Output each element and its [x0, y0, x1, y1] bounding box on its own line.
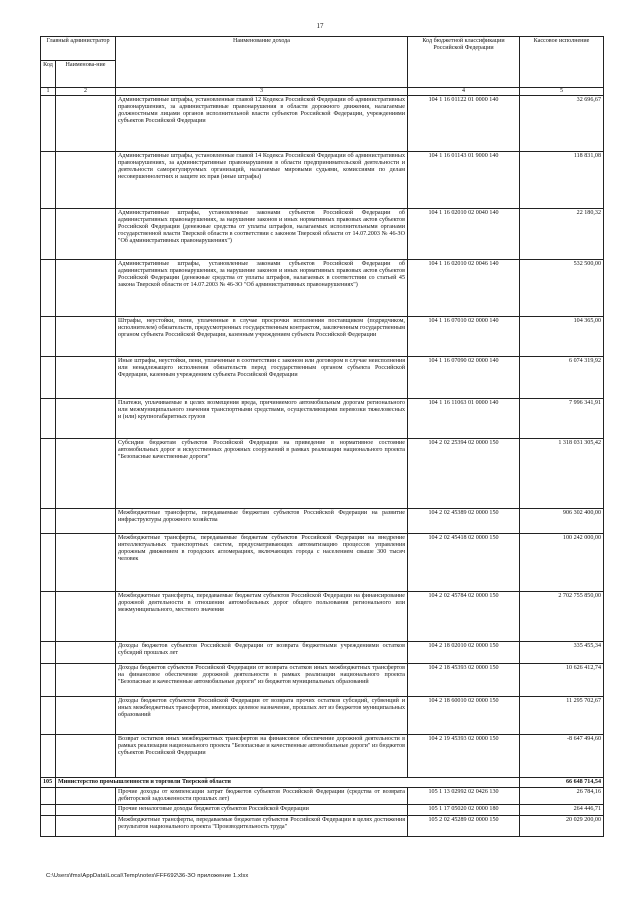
table-row	[41, 592, 604, 642]
header-revenue-name: Наименование дохода	[116, 37, 408, 88]
admin-name-cell	[56, 697, 116, 735]
revenue-description: Прочие доходы от компенсации затрат бюджетов субъектов Российской Федерации (средства от возврата дебиторской задолженности прошлых лет)	[116, 788, 408, 805]
admin-name-cell	[56, 439, 116, 509]
kbk-code: 104 1 16 01122 01 0000 140	[408, 96, 520, 152]
cash-amount: 104 365,00	[520, 317, 604, 357]
revenue-table	[40, 36, 604, 837]
admin-name-cell	[56, 816, 116, 837]
admin-code-cell	[41, 642, 56, 664]
cash-amount: 264 446,71	[520, 805, 604, 816]
table-row	[41, 209, 604, 260]
admin-total: 66 648 714,54	[520, 778, 604, 788]
kbk-code: 104 2 02 25394 02 0000 150	[408, 439, 520, 509]
admin-name-cell	[56, 317, 116, 357]
table-row	[41, 697, 604, 735]
cash-amount: -8 647 494,60	[520, 735, 604, 778]
cash-amount: 2 702 755 850,00	[520, 592, 604, 642]
revenue-description: Платежи, уплачиваемые в целях возмещения вреда, причиняемого автомобильным дорогам регионального или межмуниципального значения транспортными средствами, осуществляющими перевозки тяжеловесных и (или) крупногабаритных грузов	[116, 399, 408, 439]
admin-name-cell	[56, 735, 116, 778]
table-row	[41, 152, 604, 209]
kbk-code: 105 2 02 45289 02 0000 150	[408, 816, 520, 837]
revenue-description: Административные штрафы, установленные законами субъектов Российской Федерации об административных правонарушениях, за нарушение законов и иных нормативных правовых актов субъектов Российской Федерации (денежные средства от уплаты штрафов, налагаемых в соответствии со статьей 45 закона Тверской области от 14.07.2003 № 46-ЗО "Об административных правонарушениях")	[116, 260, 408, 317]
cash-amount: 335 455,34	[520, 642, 604, 664]
admin-code-cell	[41, 697, 56, 735]
revenue-description: Межбюджетные трансферты, передаваемые бюджетам субъектов Российской Федерации на финансирование дорожной деятельности в отношении автомобильных дорог общего пользования регионального или межмуниципального, местного значения	[116, 592, 408, 642]
revenue-description: Доходы бюджетов субъектов Российской Федерации от возврата остатков иных межбюджетных трансфертов на финансовое обеспечение дорожной деятельности в рамках реализации национального проекта "Безопасные и качественные автомобильные дороги" из бюджетов муниципальных образований	[116, 664, 408, 697]
file-path-footer: C:\Users\fms\AppData\Local\Temp\notes\FFF692\36-ЗО приложение 1.xlsx	[46, 873, 249, 879]
cash-amount: 6 074 319,92	[520, 357, 604, 399]
admin-code-cell	[41, 816, 56, 837]
revenue-description: Межбюджетные трансферты, передаваемые бюджетам субъектов Российской Федерации на внедрение интеллектуальных транспортных систем, предусматривающих автоматизацию процессов управления дорожным движением в городских агломерациях, включающих города с населением свыше 300 тысяч человек	[116, 534, 408, 592]
revenue-description: Доходы бюджетов субъектов Российской Федерации от возврата бюджетными учреждениями остатков субсидий прошлых лет	[116, 642, 408, 664]
table-row	[41, 260, 604, 317]
admin-name-cell	[56, 357, 116, 399]
admin-code-cell	[41, 664, 56, 697]
admin-code-cell	[41, 509, 56, 534]
header-code: Код	[41, 61, 56, 88]
admin-code-cell	[41, 788, 56, 805]
kbk-code: 104 2 18 02010 02 0000 150	[408, 642, 520, 664]
admin-name-cell	[56, 260, 116, 317]
admin-code-cell	[41, 209, 56, 260]
revenue-description: Межбюджетные трансферты, передаваемые бюджетам субъектов Российской Федерации в целях достижения результатов национального проекта "Производительность труда"	[116, 816, 408, 837]
kbk-code: 104 1 16 07010 02 0000 140	[408, 317, 520, 357]
revenue-description: Иные штрафы, неустойки, пени, уплаченные в соответствии с законом или договором в случае неисполнения или ненадлежащего исполнения обязательств перед государственным органом субъекта Российской Федерации, казенным учреждением субъекта Российской Федерации	[116, 357, 408, 399]
admin-name-cell	[56, 642, 116, 664]
column-number: 1	[41, 88, 56, 96]
cash-amount: 906 302 400,00	[520, 509, 604, 534]
table-row	[41, 357, 604, 399]
column-number: 5	[520, 88, 604, 96]
table-row	[41, 735, 604, 778]
column-number: 2	[56, 88, 116, 96]
admin-row-105	[41, 778, 604, 788]
admin-name: Министерство промышленности и торговли Тверской области	[56, 778, 520, 788]
admin-code: 105	[41, 778, 56, 788]
kbk-code: 105 1 17 05020 02 0000 180	[408, 805, 520, 816]
table-row	[41, 317, 604, 357]
admin-code-cell	[41, 805, 56, 816]
revenue-description: Возврат остатков иных межбюджетных трансфертов на финансовое обеспечение дорожной деятельности в рамках реализации национального проекта "Безопасные и качественные автомобильные дороги" из бюджетов субъектов Российской Федерации	[116, 735, 408, 778]
cash-amount: 532 500,00	[520, 260, 604, 317]
kbk-code: 104 2 18 60010 02 0000 150	[408, 697, 520, 735]
admin-code-cell	[41, 534, 56, 592]
kbk-code: 104 1 16 07090 02 0000 140	[408, 357, 520, 399]
revenue-description: Штрафы, неустойки, пени, уплаченные в случае просрочки исполнения поставщиком (подрядчиком, исполнителем) обязательств, предусмотренных государственным контрактом, заключенным государственным органом субъекта Российской Федерации, казенным учреждением субъекта Российской Федерации	[116, 317, 408, 357]
revenue-description: Прочие неналоговые доходы бюджетов субъектов Российской Федерации	[116, 805, 408, 816]
table-row	[41, 534, 604, 592]
table-row	[41, 816, 604, 837]
kbk-code: 105 1 13 02992 02 0426 130	[408, 788, 520, 805]
header-admin-name: Наименова-ние	[56, 61, 116, 88]
admin-code-cell	[41, 152, 56, 209]
cash-amount: 118 831,08	[520, 152, 604, 209]
kbk-code: 104 2 18 45393 02 0000 150	[408, 664, 520, 697]
admin-code-cell	[41, 357, 56, 399]
kbk-code: 104 2 02 45418 02 0000 150	[408, 534, 520, 592]
revenue-description: Административные штрафы, установленные главой 14 Кодекса Российской Федерации об административных правонарушениях, за административные правонарушения в области предпринимательской деятельности и деятельности саморегулируемых организаций, налагаемые мировыми судьями, комиссиями по делам несовершеннолетних и защите их прав (иные штрафы)	[116, 152, 408, 209]
table-row	[41, 399, 604, 439]
admin-name-cell	[56, 664, 116, 697]
kbk-code: 104 2 02 45389 02 0000 150	[408, 509, 520, 534]
cash-amount: 26 784,16	[520, 788, 604, 805]
header-kbk: Код бюджетной классификации Российской Федерации	[408, 37, 520, 88]
admin-name-cell	[56, 788, 116, 805]
kbk-code: 104 2 19 45393 02 0000 150	[408, 735, 520, 778]
header-cash: Кассовое исполнение	[520, 37, 604, 88]
revenue-description: Административные штрафы, установленные законами субъектов Российской Федерации об административных правонарушениях, за нарушение законов и иных нормативных правовых актов субъектов Российской Федерации (денежные средства от уплаты штрафов, налагаемых исполнительными органами государственной власти Тверской области в соответствии с законом Тверской области от 14.07.2003 № 46-ЗО "Об административных правонарушениях")	[116, 209, 408, 260]
table-row	[41, 96, 604, 152]
cash-amount: 22 180,32	[520, 209, 604, 260]
revenue-description: Межбюджетные трансферты, передаваемые бюджетам субъектов Российской Федерации на развитие инфраструктуры дорожного хозяйства	[116, 509, 408, 534]
table-row	[41, 805, 604, 816]
table-row	[41, 509, 604, 534]
admin-code-cell	[41, 735, 56, 778]
admin-code-cell	[41, 399, 56, 439]
cash-amount: 100 242 000,00	[520, 534, 604, 592]
admin-name-cell	[56, 209, 116, 260]
cash-amount: 11 295 702,67	[520, 697, 604, 735]
admin-name-cell	[56, 805, 116, 816]
cash-amount: 1 318 031 305,42	[520, 439, 604, 509]
table-row	[41, 788, 604, 805]
column-number: 3	[116, 88, 408, 96]
admin-code-cell	[41, 439, 56, 509]
cash-amount: 20 029 200,00	[520, 816, 604, 837]
admin-name-cell	[56, 592, 116, 642]
kbk-code: 104 1 16 02010 02 0040 140	[408, 209, 520, 260]
admin-code-cell	[41, 96, 56, 152]
revenue-description: Субсидии бюджетам субъектов Российской Федерации на приведение в нормативное состояние автомобильных дорог и искусственных дорожных сооружений в рамках реализации национального проекта "Безопасные качественные дороги"	[116, 439, 408, 509]
revenue-description: Доходы бюджетов субъектов Российской Федерации от возврата прочих остатков субсидий, субвенций и иных межбюджетных трансфертов, имеющих целевое назначение, прошлых лет из бюджетов муниципальных образований	[116, 697, 408, 735]
admin-name-cell	[56, 152, 116, 209]
admin-name-cell	[56, 509, 116, 534]
kbk-code: 104 1 16 11063 01 0000 140	[408, 399, 520, 439]
admin-code-cell	[41, 592, 56, 642]
cash-amount: 7 996 341,91	[520, 399, 604, 439]
admin-name-cell	[56, 399, 116, 439]
admin-name-cell	[56, 534, 116, 592]
page-number: 17	[316, 22, 324, 30]
kbk-code: 104 1 16 02010 02 0046 140	[408, 260, 520, 317]
kbk-code: 104 2 02 45784 02 0000 150	[408, 592, 520, 642]
header-admin-group: Главный администратор	[41, 37, 116, 61]
kbk-code: 104 1 16 01143 01 9000 140	[408, 152, 520, 209]
admin-code-cell	[41, 260, 56, 317]
column-number: 4	[408, 88, 520, 96]
table-row	[41, 439, 604, 509]
cash-amount: 32 696,67	[520, 96, 604, 152]
cash-amount: 10 626 412,74	[520, 664, 604, 697]
admin-code-cell	[41, 317, 56, 357]
table-row	[41, 664, 604, 697]
table-row	[41, 642, 604, 664]
revenue-description: Административные штрафы, установленные главой 12 Кодекса Российской Федерации об административных правонарушениях, за административные правонарушения в области дорожного движения, налагаемые должностными лицами органов исполнительной власти субъектов Российской Федерации, учреждениями субъектов Российской Федерации	[116, 96, 408, 152]
admin-name-cell	[56, 96, 116, 152]
